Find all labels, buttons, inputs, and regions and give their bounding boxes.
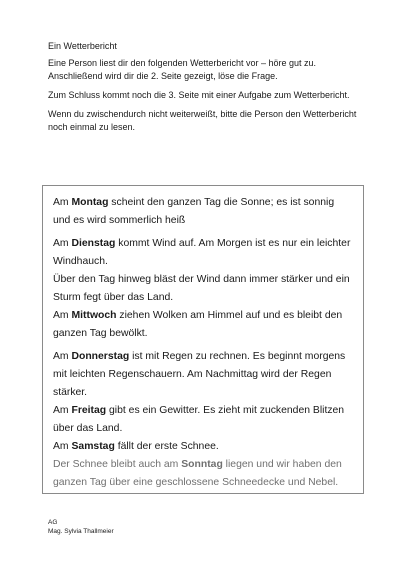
day-name: Samstag (71, 441, 115, 452)
instruction-paragraph-3: Wenn du zwischendurch nicht weiterweißt, bitte die Person den Wetterbericht noch einmal zu lesen. (48, 109, 357, 132)
text-segment: Am (53, 441, 72, 452)
day-name: Montag (71, 197, 109, 208)
day-name: Dienstag (71, 238, 116, 249)
report-dienstag-continued: Über den Tag hinweg bläst der Wind dann immer stärker und ein Sturm fegt über das Land. (53, 274, 350, 303)
report-freitag (53, 402, 353, 438)
text-segment: Der Schnee bleibt auch am (53, 459, 182, 470)
text-segment: liegen und wir haben den ganzen Tag über eine geschlossene Schneedecke und Nebel. (53, 459, 342, 488)
page-footer (48, 518, 114, 536)
report-mittwoch (53, 307, 353, 343)
text-segment: Am (53, 405, 72, 416)
instructions (48, 40, 368, 140)
weather-report-box (42, 185, 364, 494)
page-title: Ein Wetterbericht (48, 41, 117, 51)
text-segment: Am (53, 351, 72, 362)
report-sonntag (53, 456, 353, 492)
day-name: Mittwoch (71, 310, 117, 321)
day-name: Freitag (71, 405, 107, 416)
footer-author: Mag. Sylvia Thallmeier (48, 528, 114, 535)
text-segment: ziehen Wolken am Himmel auf und es bleibt den ganzen Tag bewölkt. (53, 310, 343, 339)
text-segment: Am (53, 197, 72, 208)
day-name: Donnerstag (71, 351, 130, 362)
text-segment: Am (53, 238, 72, 249)
day-name: Sonntag (181, 459, 223, 470)
text-segment: kommt Wind auf. Am Morgen ist es nur ein leichter Windhauch. (53, 238, 351, 267)
instruction-paragraph-2: Zum Schluss kommt noch die 3. Seite mit einer Aufgabe zum Wetterbericht. (48, 90, 350, 100)
text-segment: scheint den ganzen Tag die Sonne; es ist sonnig und es wird sommerlich heiß (53, 197, 335, 226)
report-dienstag (53, 235, 353, 271)
text-segment: ist mit Regen zu rechnen. Es beginnt morgens mit leichten Regenschauern. Am Nachmittag wird der Regen stärker. (53, 351, 346, 398)
text-segment: fällt der erste Schnee. (114, 441, 219, 452)
report-montag (53, 194, 353, 230)
text-segment: Am (53, 310, 72, 321)
instruction-paragraph-1: Eine Person liest dir den folgenden Wetterbericht vor – höre gut zu. Anschließend wird dir die 2. Seite gezeigt, löse die Frage. (48, 58, 316, 81)
text-segment: gibt es ein Gewitter. Es zieht mit zuckenden Blitzen über das Land. (53, 405, 345, 434)
report-donnerstag (53, 348, 353, 402)
report-samstag (53, 438, 353, 456)
footer-initials: AG (48, 519, 58, 526)
